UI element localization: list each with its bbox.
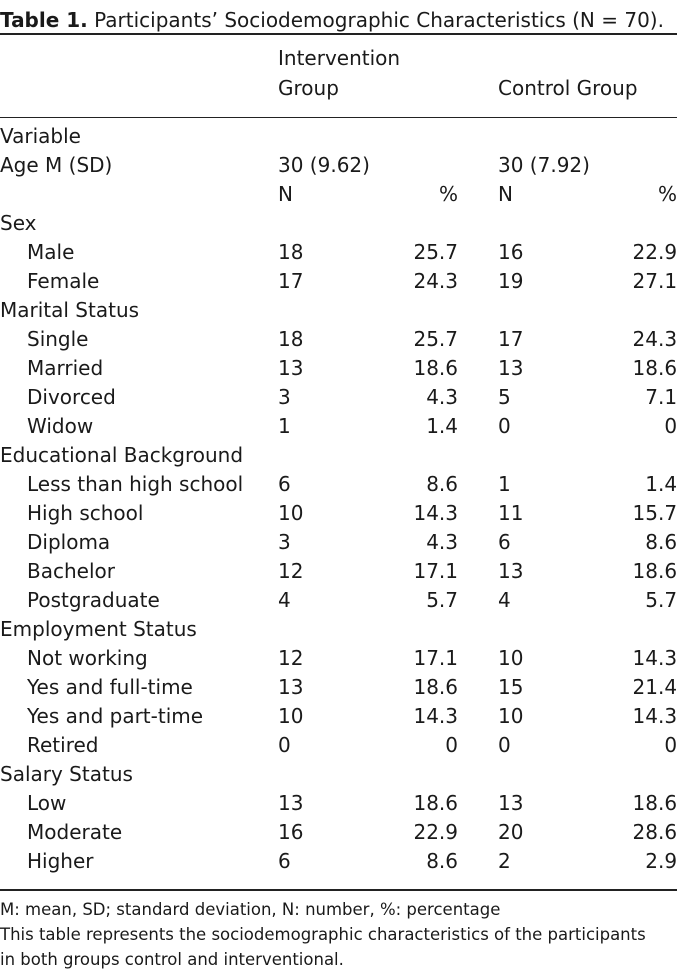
intervention-n: 6 <box>278 849 291 873</box>
intervention-pct: 25.7 <box>413 240 458 264</box>
row-label: High school <box>27 501 144 525</box>
control-n: 10 <box>498 704 524 728</box>
intervention-n: 3 <box>278 530 291 554</box>
control-pct: 14.3 <box>632 646 677 670</box>
control-group-header: Control Group <box>498 76 638 100</box>
intervention-pct: 4.3 <box>426 385 458 409</box>
section-title: Salary Status <box>0 762 133 786</box>
age-row <box>0 151 677 180</box>
control-pct: 5.7 <box>645 588 677 612</box>
table-row <box>0 412 677 441</box>
control-n: 17 <box>498 327 524 351</box>
intervention-n: 1 <box>278 414 291 438</box>
control-n: 16 <box>498 240 524 264</box>
table-row <box>0 586 677 615</box>
intervention-n: 10 <box>278 704 304 728</box>
control-pct: 18.6 <box>632 791 677 815</box>
table-row <box>0 702 677 731</box>
subheader-blank <box>0 180 278 209</box>
table-row <box>0 557 677 586</box>
row-label: Not working <box>27 646 148 670</box>
intervention-n: 10 <box>278 501 304 525</box>
control-n: 5 <box>498 385 511 409</box>
row-label: Divorced <box>27 385 116 409</box>
section-row <box>0 209 677 238</box>
control-pct: 24.3 <box>632 327 677 351</box>
control-n: 15 <box>498 675 524 699</box>
intervention-n: 0 <box>278 733 291 757</box>
intervention-group-header-line1: Intervention <box>278 46 401 70</box>
control-n: 0 <box>498 414 511 438</box>
intervention-pct: 18.6 <box>413 675 458 699</box>
age-label: Age M (SD) <box>0 153 113 177</box>
age-control: 30 (7.92) <box>498 153 590 177</box>
section-row <box>0 296 677 325</box>
control-pct: 27.1 <box>632 269 677 293</box>
control-pct: 1.4 <box>645 472 677 496</box>
intervention-pct: 14.3 <box>413 704 458 728</box>
control-n: 13 <box>498 356 524 380</box>
intervention-pct: 1.4 <box>426 414 458 438</box>
intervention-n: 18 <box>278 327 304 351</box>
sociodemographic-table <box>0 122 677 876</box>
table-notes <box>0 897 677 972</box>
control-pct: 0 <box>664 733 677 757</box>
table-caption <box>0 7 677 33</box>
table-row <box>0 673 677 702</box>
variable-row <box>0 122 677 151</box>
note-description-line2: in both groups control and interventional. <box>0 950 344 969</box>
control-n: 20 <box>498 820 524 844</box>
control-n: 0 <box>498 733 511 757</box>
table-row <box>0 847 677 876</box>
intervention-n: 3 <box>278 385 291 409</box>
table-row <box>0 818 677 847</box>
intervention-group-header-line2: Group <box>278 76 339 100</box>
section-title: Marital Status <box>0 298 140 322</box>
note-description-line1: This table represents the sociodemographic characteristics of the participants <box>0 925 646 944</box>
intervention-pct: 0 <box>445 733 458 757</box>
intervention-pct: 4.3 <box>426 530 458 554</box>
intervention-n: 12 <box>278 646 304 670</box>
control-pct: 22.9 <box>632 240 677 264</box>
intervention-pct: 18.6 <box>413 791 458 815</box>
subheader-pct-intervention: % <box>438 182 458 206</box>
intervention-n: 12 <box>278 559 304 583</box>
row-label: Higher <box>27 849 94 873</box>
intervention-pct: 18.6 <box>413 356 458 380</box>
table-row <box>0 528 677 557</box>
subheader-n-intervention: N <box>278 182 293 206</box>
intervention-n: 17 <box>278 269 304 293</box>
control-n: 6 <box>498 530 511 554</box>
intervention-n: 13 <box>278 356 304 380</box>
row-label: Moderate <box>27 820 123 844</box>
intervention-pct: 5.7 <box>426 588 458 612</box>
control-n: 13 <box>498 791 524 815</box>
row-label: Low <box>27 791 67 815</box>
intervention-pct: 8.6 <box>426 472 458 496</box>
intervention-pct: 17.1 <box>413 559 458 583</box>
row-label: Yes and part-time <box>27 704 204 728</box>
intervention-n: 16 <box>278 820 304 844</box>
control-pct: 8.6 <box>645 530 677 554</box>
row-label: Postgraduate <box>27 588 160 612</box>
intervention-n: 4 <box>278 588 291 612</box>
intervention-pct: 8.6 <box>426 849 458 873</box>
row-label: Male <box>27 240 75 264</box>
table-row <box>0 325 677 354</box>
row-label: Widow <box>27 414 94 438</box>
row-label: Female <box>27 269 100 293</box>
subheader-n-control: N <box>498 182 513 206</box>
row-label: Yes and full-time <box>27 675 193 699</box>
control-pct: 2.9 <box>645 849 677 873</box>
header-rule <box>0 117 677 118</box>
intervention-pct: 22.9 <box>413 820 458 844</box>
table-caption-label: Table 1. <box>0 8 88 32</box>
row-label: Single <box>27 327 89 351</box>
section-row <box>0 760 677 789</box>
table-row <box>0 354 677 383</box>
variable-label: Variable <box>0 124 81 148</box>
control-pct: 28.6 <box>632 820 677 844</box>
control-pct: 14.3 <box>632 704 677 728</box>
row-label: Retired <box>27 733 99 757</box>
control-pct: 18.6 <box>632 356 677 380</box>
top-rule <box>0 33 677 35</box>
control-n: 10 <box>498 646 524 670</box>
control-pct: 21.4 <box>632 675 677 699</box>
intervention-pct: 14.3 <box>413 501 458 525</box>
intervention-pct: 17.1 <box>413 646 458 670</box>
control-n: 4 <box>498 588 511 612</box>
table-row <box>0 789 677 818</box>
table-row <box>0 731 677 760</box>
bottom-rule <box>0 889 677 891</box>
control-n: 11 <box>498 501 524 525</box>
table-row <box>0 499 677 528</box>
row-label: Less than high school <box>27 472 244 496</box>
control-n: 13 <box>498 559 524 583</box>
subheader-pct-control: % <box>658 182 677 206</box>
control-n: 1 <box>498 472 511 496</box>
intervention-n: 18 <box>278 240 304 264</box>
age-intervention: 30 (9.62) <box>278 153 370 177</box>
table-caption-text: Participants’ Sociodemographic Characteristics (N = 70). <box>94 8 664 32</box>
intervention-n: 13 <box>278 791 304 815</box>
table-row <box>0 383 677 412</box>
intervention-pct: 25.7 <box>413 327 458 351</box>
row-label: Bachelor <box>27 559 115 583</box>
control-pct: 15.7 <box>632 501 677 525</box>
table-row <box>0 470 677 499</box>
section-row <box>0 441 677 470</box>
section-title: Employment Status <box>0 617 197 641</box>
control-pct: 0 <box>664 414 677 438</box>
control-n: 2 <box>498 849 511 873</box>
table-row <box>0 644 677 673</box>
subheader-row <box>0 180 677 209</box>
control-pct: 7.1 <box>645 385 677 409</box>
intervention-pct: 24.3 <box>413 269 458 293</box>
intervention-n: 6 <box>278 472 291 496</box>
section-title: Educational Background <box>0 443 244 467</box>
note-abbreviations: M: mean, SD; standard deviation, N: number, %: percentage <box>0 900 501 919</box>
row-label: Married <box>27 356 104 380</box>
section-title: Sex <box>0 211 37 235</box>
table-row <box>0 267 677 296</box>
row-label: Diploma <box>27 530 111 554</box>
control-pct: 18.6 <box>632 559 677 583</box>
section-row <box>0 615 677 644</box>
intervention-group-header <box>278 43 400 103</box>
control-n: 19 <box>498 269 524 293</box>
intervention-n: 13 <box>278 675 304 699</box>
table-row <box>0 238 677 267</box>
